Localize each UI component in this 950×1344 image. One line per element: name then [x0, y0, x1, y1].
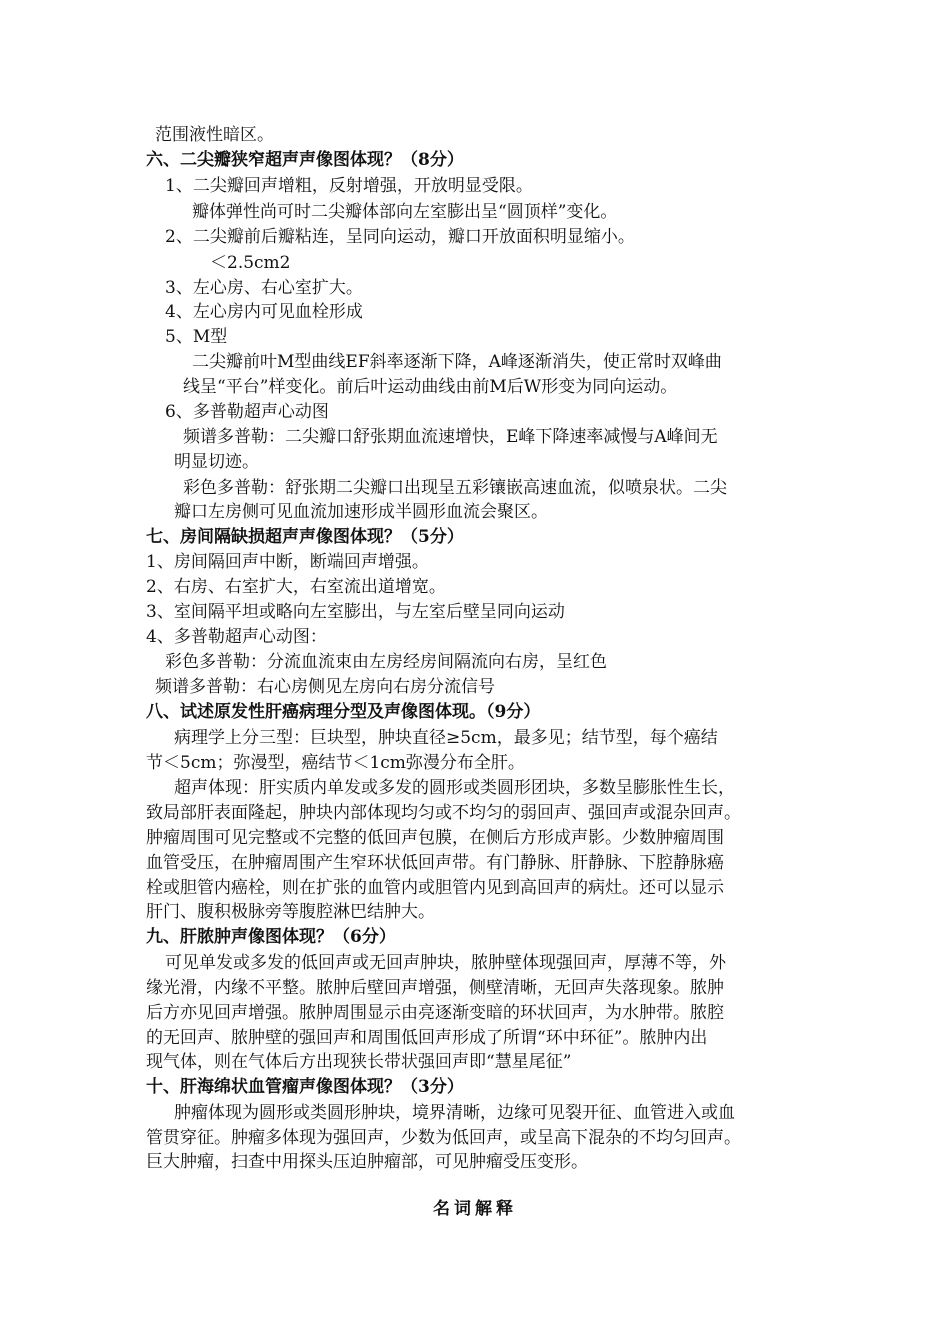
list-item: 2、二尖瓣前后瓣粘连，呈同向运动，瓣口开放面积明显缩小。: [165, 227, 635, 247]
list-item: 2、右房、右室扩大，右室流出道增宽。: [146, 577, 446, 597]
text-line: ＜2.5cm2: [210, 253, 291, 273]
text-line: 后方亦见回声增强。脓肿周围显示由亮逐渐变暗的环状回声，为水肿带。脓腔: [146, 1003, 724, 1023]
text-line: 频谱多普勒：右心房侧见左房向右房分流信号: [155, 677, 495, 697]
text-line: 栓或胆管内癌栓，则在扩张的血管内或胆管内见到高回声的病灶。还可以显示: [146, 878, 724, 898]
list-item: 5、M型: [165, 327, 228, 347]
text-line: 彩色多普勒：舒张期二尖瓣口出现呈五彩镶嵌高速血流，似喷泉状。二尖: [183, 478, 727, 498]
text-line: 瓣体弹性尚可时二尖瓣体部向左室膨出呈“圆顶样”变化。: [192, 202, 618, 222]
text-line: 缘光滑，内缘不平整。脓肿后壁回声增强，侧壁清晰，无回声失落现象。脓肿: [146, 978, 724, 998]
text-line: 频谱多普勒：二尖瓣口舒张期血流速增快，E峰下降速率减慢与A峰间无: [183, 427, 718, 447]
text-line: 肿瘤周围可见完整或不完整的低回声包膜，在侧后方形成声影。少数肿瘤周围: [146, 828, 724, 848]
text-line: 彩色多普勒：分流血流束由左房经房间隔流向右房，呈红色: [165, 652, 607, 672]
text-line: 瓣口左房侧可见血流加速形成半圆形血流会聚区。: [174, 502, 548, 522]
text-line: 肿瘤体现为圆形或类圆形肿块，境界清晰，边缘可见裂开征、血管进入或血: [174, 1103, 735, 1123]
section-heading-10: 十、肝海绵状血管瘤声像图体现？（3分）: [146, 1077, 464, 1097]
list-item: 3、室间隔平坦或略向左室膨出，与左室后壁呈同向运动: [146, 602, 565, 622]
text-line: 致局部肝表面隆起，肿块内部体现均匀或不均匀的弱回声、强回声或混杂回声。: [146, 803, 741, 823]
text-line: 病理学上分三型：巨块型，肿块直径≥5cm，最多见；结节型，每个癌结: [174, 728, 718, 748]
section-title-glossary: 名词解释: [433, 1199, 517, 1219]
text-line: 现气体，则在气体后方出现狭长带状强回声即“慧星尾征”: [146, 1052, 572, 1072]
text-line: 的无回声、脓肿壁的强回声和周围低回声形成了所谓“环中环征”。脓肿内出: [146, 1028, 708, 1048]
list-item: 4、多普勒超声心动图：: [146, 627, 327, 647]
text-line: 血管受压，在肿瘤周围产生窄环状低回声带。有门静脉、肝静脉、下腔静脉癌: [146, 853, 724, 873]
section-heading-6: 六、二尖瓣狭窄超声声像图体现？（8分）: [146, 150, 464, 170]
section-heading-9: 九、肝脓肿声像图体现？（6分）: [146, 927, 396, 947]
text-line: 可见单发或多发的低回声或无回声肿块，脓肿壁体现强回声，厚薄不等，外: [165, 953, 726, 973]
text-line: 范围液性暗区。: [155, 125, 274, 145]
list-item: 1、房间隔回声中断，断端回声增强。: [146, 552, 429, 572]
text-line: 超声体现：肝实质内单发或多发的圆形或类圆形团块，多数呈膨胀性生长，: [174, 778, 735, 798]
text-line: 巨大肿瘤，扫查中用探头压迫肿瘤部，可见肿瘤受压变形。: [146, 1152, 588, 1172]
list-item: 1、二尖瓣回声增粗，反射增强，开放明显受限。: [165, 176, 533, 196]
list-item: 6、多普勒超声心动图: [165, 402, 329, 422]
text-line: 二尖瓣前叶M型曲线EF斜率逐渐下降，A峰逐渐消失，使正常时双峰曲: [192, 352, 722, 372]
text-line: 肝门、腹积极脉旁等腹腔淋巴结肿大。: [146, 902, 435, 922]
text-line: 管贯穿征。肿瘤多体现为强回声，少数为低回声，或呈高下混杂的不均匀回声。: [146, 1128, 741, 1148]
list-item: 3、左心房、右心室扩大。: [165, 278, 363, 298]
text-line: 明显切迹。: [174, 452, 259, 472]
section-heading-7: 七、房间隔缺损超声声像图体现？（5分）: [146, 527, 464, 547]
section-heading-8: 八、试述原发性肝癌病理分型及声像图体现。（9分）: [146, 702, 541, 722]
text-line: 节＜5cm；弥漫型，癌结节＜1cm弥漫分布全肝。: [146, 753, 525, 773]
text-line: 线呈“平台”样变化。前后叶运动曲线由前M后W形变为同向运动。: [183, 377, 678, 397]
list-item: 4、左心房内可见血栓形成: [165, 302, 363, 322]
